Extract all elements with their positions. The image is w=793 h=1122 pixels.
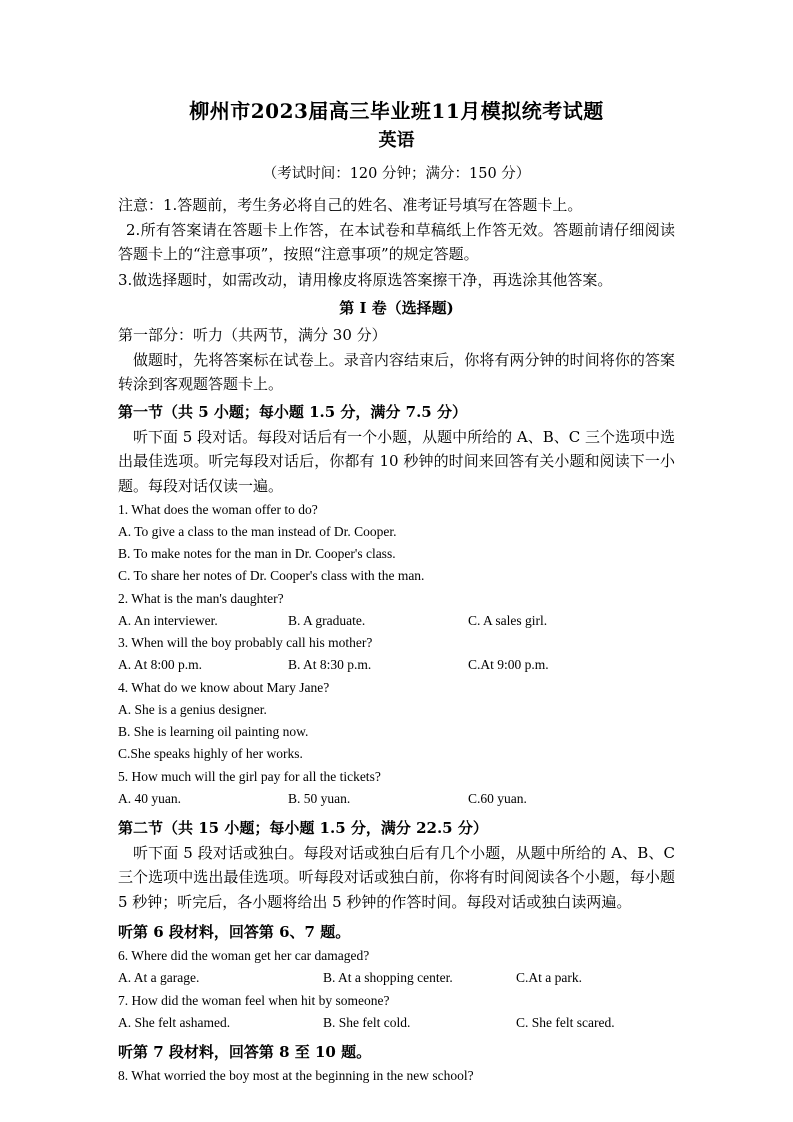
- paper-section-heading: 第 I 卷（选择题): [339, 298, 454, 317]
- question-text: How much will the girl pay for all the tickets?: [131, 768, 381, 784]
- option-row: [118, 1013, 675, 1034]
- question-number: 3.: [118, 635, 129, 651]
- question-stem: [118, 500, 675, 521]
- question-stem: [118, 1066, 675, 1087]
- section-two-instruction: 听下面 5 段对话或独白。每段对话或独白后有几个小题，从题中所给的 A、B、C 三个选项中选出最佳选项。听每段对话或独白前，你将有时间阅读各个小题，每小题 5 秒钟；听完后，各小题将给出 5 秒钟的作答时间。每段对话或独白读两遍。: [118, 844, 675, 911]
- question-text: Where did the woman get her car damaged?: [131, 948, 370, 964]
- notice-line-2: 2.所有答案请在答题卡上作答，在本试卷和草稿纸上作答无效。答题前请仔细阅读答题卡上的“注意事项”，按照“注意事项”的规定答题。: [118, 220, 675, 264]
- option-c: C. She felt scared.: [516, 1015, 615, 1031]
- option-line: C.She speaks highly of her works.: [118, 746, 303, 762]
- question-stem: [118, 589, 675, 610]
- option-c: C.At a park.: [516, 970, 582, 986]
- question-stem: [118, 678, 675, 699]
- question-number: 1.: [118, 501, 129, 517]
- listening-group-label: 听第 6 段材料，回答第 6、7 题。: [118, 923, 351, 941]
- option-c: C. A sales girl.: [468, 612, 548, 628]
- part-one-heading: 第一部分：听力（共两节，满分 30 分）: [118, 325, 387, 344]
- question-stem: [118, 946, 675, 967]
- option-line: A. To give a class to the man instead of Dr. Cooper.: [118, 523, 397, 539]
- option-a: A. At a garage.: [118, 970, 200, 986]
- question-text: What is the man's daughter?: [131, 590, 284, 606]
- question-number: 5.: [118, 768, 129, 784]
- option-line: A. She is a genius designer.: [118, 702, 267, 718]
- option-c: C.60 yuan.: [468, 790, 527, 806]
- section-two-heading: 第二节（共 15 小题；每小题 1.5 分，满分 22.5 分）: [118, 818, 488, 837]
- option-a: A. 40 yuan.: [118, 790, 181, 806]
- part-one-instruction: 做题时，先将答案标在试卷上。录音内容结束后，你将有两分钟的时间将你的答案转涂到客观题答题卡上。: [118, 351, 675, 394]
- question-number: 2.: [118, 590, 129, 606]
- option-a: A. She felt ashamed.: [118, 1015, 231, 1031]
- option-a: A. At 8:00 p.m.: [118, 657, 203, 673]
- option-b: B. 50 yuan.: [288, 790, 351, 806]
- notice-block: [118, 193, 675, 292]
- option-c: C.At 9:00 p.m.: [468, 657, 549, 673]
- option-line: B. To make notes for the man in Dr. Cooper's class.: [118, 545, 396, 561]
- question-text: What does the woman offer to do?: [131, 501, 318, 517]
- exam-info: （考试时间：120 分钟；满分：150 分）: [262, 165, 531, 182]
- section-one-heading: 第一节（共 5 小题；每小题 1.5 分，满分 7.5 分）: [118, 402, 467, 421]
- option-b: B. She felt cold.: [323, 1015, 411, 1031]
- question-stem: [118, 633, 675, 654]
- section-one-instruction: 听下面 5 段对话。每段对话后有一个小题，从题中所给的 A、B、C 三个选项中选出最佳选项。听完每段对话后，你都有 10 秒钟的时间来回答有关小题和阅读下一小题。每段对话仅读一遍。: [118, 428, 675, 495]
- notice-line-1: 注意：1.答题前，考生务必将自己的姓名、准考证号填写在答题卡上。: [118, 195, 583, 214]
- subject-title: 英语: [378, 130, 415, 151]
- question-number: 8.: [118, 1068, 129, 1084]
- option-row: [118, 655, 675, 676]
- option-row: [118, 611, 675, 632]
- question-text: How did the woman feel when hit by someone?: [131, 993, 390, 1009]
- option-row: [118, 789, 675, 810]
- option-b: B. A graduate.: [288, 612, 366, 628]
- question-stem: [118, 767, 675, 788]
- option-line: B. She is learning oil painting now.: [118, 724, 309, 740]
- listening-group-label: 听第 7 段材料，回答第 8 至 10 题。: [118, 1042, 372, 1061]
- question-text: What worried the boy most at the beginning in the new school?: [131, 1068, 474, 1084]
- question-number: 4.: [118, 680, 129, 696]
- option-row: [118, 968, 675, 989]
- option-line: C. To share her notes of Dr. Cooper's class with the man.: [118, 567, 425, 583]
- option-b: B. At 8:30 p.m.: [288, 657, 372, 673]
- option-b: B. At a shopping center.: [323, 970, 453, 986]
- question-text: What do we know about Mary Jane?: [131, 680, 330, 696]
- question-text: When will the boy probably call his mother?: [131, 635, 373, 651]
- notice-line-3: 3.做选择题时，如需改动，请用橡皮将原选答案擦干净，再选涂其他答案。: [118, 270, 613, 289]
- question-number: 7.: [118, 993, 129, 1009]
- page-title: 柳州市2023届高三毕业班11月模拟统考试题: [189, 99, 604, 123]
- question-stem: [118, 991, 675, 1012]
- question-number: 6.: [118, 948, 129, 964]
- option-a: A. An interviewer.: [118, 612, 218, 628]
